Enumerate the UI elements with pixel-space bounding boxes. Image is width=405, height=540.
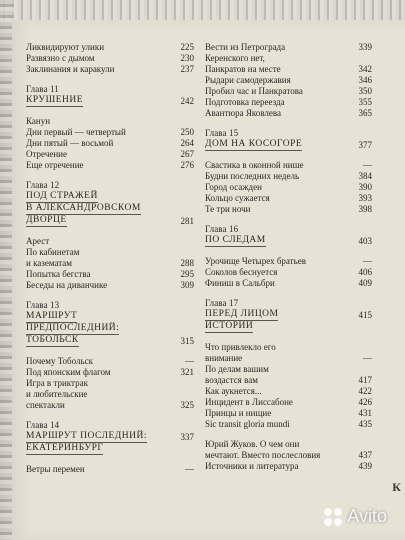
toc-entry: Под японским флагом 321 bbox=[26, 367, 194, 377]
toc-entry: и любительские bbox=[26, 389, 88, 399]
toc-entry: Инцидент в Лиссабоне 426 bbox=[205, 397, 372, 407]
toc-entry: и казематам 288 bbox=[26, 258, 194, 268]
chapter-label: Глава 15 bbox=[205, 128, 239, 138]
toc-entry: Еще отречение 276 bbox=[26, 160, 194, 170]
chapter-title: ПОД СТРАЖЕЙ bbox=[26, 191, 98, 201]
toc-entry: Соколов беснуется 406 bbox=[205, 267, 372, 277]
toc-entry: Арест bbox=[26, 236, 50, 246]
toc-entry: Ветры перемен — bbox=[26, 464, 194, 474]
chapter-title: ПЕРЕД ЛИЦОМ 415 bbox=[205, 309, 372, 320]
toc-entry: Как аукнется... 422 bbox=[205, 386, 372, 396]
chapter-label: Глава 13 bbox=[26, 300, 60, 310]
toc-entry: спектакли 325 bbox=[26, 400, 194, 410]
adjacent-page-letter: К bbox=[392, 480, 401, 494]
toc-entry: Подготовка переезда 355 bbox=[205, 97, 372, 107]
toc-left-column bbox=[26, 42, 194, 475]
toc-entry: Канун bbox=[26, 116, 51, 126]
chapter-title: ТОБОЛЬСК 315 bbox=[26, 335, 194, 346]
toc-entry: Свастика в оконной нише — bbox=[205, 160, 372, 170]
chapter-title: В АЛЕКСАНДРОВСКОМ bbox=[26, 203, 141, 213]
chapter-label: Глава 14 bbox=[26, 420, 60, 430]
chapter-title: МАРШРУТ ПОСЛЕДНИЙ: 337 bbox=[26, 431, 194, 442]
toc-entry: Финиш в Сальбри 409 bbox=[205, 278, 372, 288]
lace-tablecloth-top bbox=[0, 0, 405, 22]
toc-entry: Пробил час и Панкратова 350 bbox=[205, 86, 372, 96]
chapter-label: Глава 16 bbox=[205, 224, 239, 234]
chapter-title: ДОМ НА КОСОГОРЕ 377 bbox=[205, 139, 372, 150]
toc-entry: Почему Тобольск — bbox=[26, 356, 194, 366]
chapter-label: Глава 17 bbox=[205, 298, 239, 308]
toc-entry: Кольцо сужается 393 bbox=[205, 193, 372, 203]
afterword-entry: мечтают. Вместо послесловия 437 bbox=[205, 450, 372, 460]
toc-entry: Рыдари самодержавия 346 bbox=[205, 75, 372, 85]
sources-entry: Источники и литература 439 bbox=[205, 461, 372, 471]
toc-entry: Отречение 267 bbox=[26, 149, 194, 159]
chapter-title: ДВОРЦЕ 281 bbox=[26, 215, 194, 226]
toc-entry: Что привлекло его bbox=[205, 342, 276, 352]
toc-entry: Беседы на диванчике 309 bbox=[26, 280, 194, 290]
toc-entry: Город осажден 390 bbox=[205, 182, 372, 192]
toc-entry: Урочище Четырех братьев — bbox=[205, 256, 372, 266]
toc-entry: Вести из Петрограда 339 bbox=[205, 42, 372, 52]
chapter-title: ПО СЛЕДАМ 403 bbox=[205, 235, 372, 246]
toc-entry: Авантюра Яковлева 365 bbox=[205, 108, 372, 118]
chapter-label: Глава 11 bbox=[26, 84, 59, 94]
toc-entry: Панкратов на месте 342 bbox=[205, 64, 372, 74]
toc-entry: Те три ночи 398 bbox=[205, 204, 372, 214]
toc-entry: Попытка бегства 295 bbox=[26, 269, 194, 279]
watermark-text: Avito bbox=[347, 506, 387, 526]
toc-entry: воздастся вам 417 bbox=[205, 375, 372, 385]
toc-entry: Ликвидируют улики 225 bbox=[26, 42, 194, 52]
chapter-title: КРУШЕНИЕ 242 bbox=[26, 95, 194, 106]
avito-watermark bbox=[324, 506, 387, 527]
toc-entry: Развязно с дымом 230 bbox=[26, 53, 194, 63]
chapter-title: ПРЕДПОСЛЕДНИЙ: bbox=[26, 323, 120, 333]
toc-entry: Sic transit gloria mundi 435 bbox=[205, 419, 372, 429]
toc-entry: Дни пятый — восьмой 264 bbox=[26, 138, 194, 148]
toc-entry: Принцы и нищие 431 bbox=[205, 408, 372, 418]
chapter-title: ЕКАТЕРИНБУРГ bbox=[26, 443, 104, 453]
toc-entry: Будни последних недель 384 bbox=[205, 171, 372, 181]
chapter-label: Глава 12 bbox=[26, 180, 60, 190]
afterword-entry: Юрий Жуков. О чем они bbox=[205, 439, 300, 449]
toc-entry: Дни первый — четвертый 250 bbox=[26, 127, 194, 137]
toc-entry: Игра в триктрак bbox=[26, 378, 88, 388]
toc-entry: По кабинетам bbox=[26, 247, 80, 257]
toc-entry: По делам вашим bbox=[205, 364, 269, 374]
toc-entry: Керенского нет, bbox=[205, 53, 265, 63]
chapter-title: МАРШРУТ bbox=[26, 311, 78, 321]
toc-right-column bbox=[205, 42, 372, 472]
chapter-title: ИСТОРИИ bbox=[205, 321, 254, 331]
avito-logo-icon bbox=[324, 508, 342, 526]
toc-entry: Заклинания и каракули 237 bbox=[26, 64, 194, 74]
toc-entry: внимание — bbox=[205, 353, 372, 363]
